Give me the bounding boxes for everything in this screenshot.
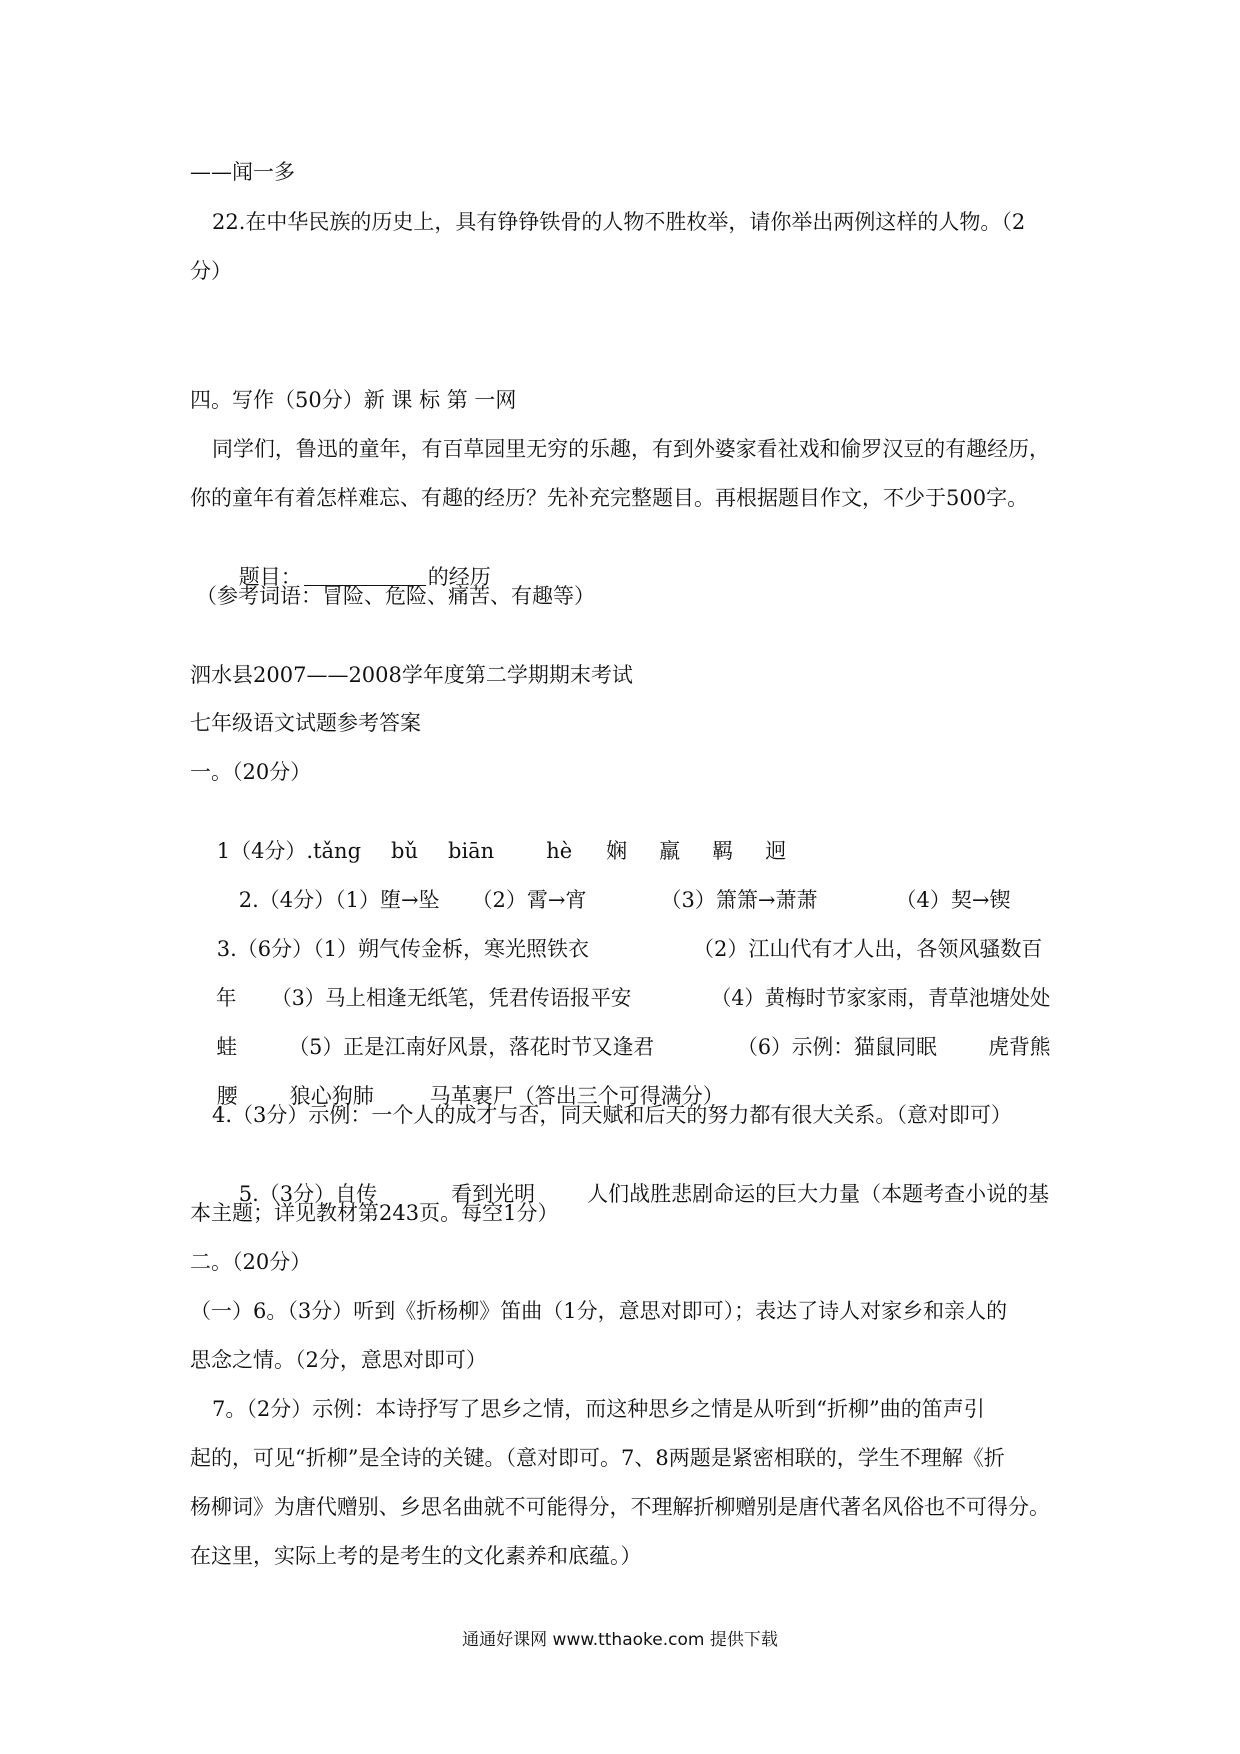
writing-prompt-line1: 同学们，鲁迅的童年，有百草园里无穷的乐趣，有到外婆家看社戏和偷罗汉豆的有趣经历， bbox=[212, 437, 1050, 461]
q5-part: 5.（3分）自传 bbox=[238, 1182, 378, 1206]
answer-q7-line1: 7。（2分）示例：本诗抒写了思乡之情，而这种思乡之情是从听到“折柳”曲的笛声引 bbox=[212, 1397, 985, 1421]
topic-suffix: 的经历 bbox=[427, 565, 491, 589]
answer-q6-line1: （一）6。（3分）听到《折杨柳》笛曲（1分，意思对即可）；表达了诗人对家乡和亲人的 bbox=[190, 1299, 1008, 1323]
section-2-title: 二。（20分） bbox=[190, 1250, 312, 1274]
writing-section-title: 四。写作（50分）新 课 标 第 一网 bbox=[190, 388, 517, 412]
q3-part: （3）马上相逢无纸笔，凭君传语报平安 bbox=[271, 986, 632, 1010]
q1-item: 羁 bbox=[712, 839, 734, 863]
q3-part: 年 bbox=[215, 986, 237, 1010]
q2-part: 2.（4分）（1）堕→坠 bbox=[238, 888, 440, 912]
writing-prompt-line2: 你的童年有着怎样难忘、有趣的经历？先补充完整题目。再根据题目作文，不少于500字。 bbox=[190, 486, 1029, 510]
q1-label: 1（4分）.tǎng bbox=[216, 839, 362, 863]
q3-part: 虎背熊 bbox=[988, 1035, 1051, 1059]
section-1-title: 一。（20分） bbox=[190, 760, 312, 784]
q3-part: （5）正是江南好风景，落花时节又逢君 bbox=[288, 1035, 655, 1059]
answer-q7-line4: 在这里，实际上考的是考生的文化素养和底蕴。） bbox=[190, 1544, 642, 1568]
q1-item: 羸 bbox=[659, 839, 681, 863]
q1-item: 迥 bbox=[765, 839, 787, 863]
q3-part: 马革裹尸（答出三个可得满分） bbox=[429, 1084, 724, 1108]
question-22-line2: 分） bbox=[190, 259, 232, 283]
school-line: 泗水县2007——2008学年度第二学期期末考试 bbox=[190, 663, 633, 687]
q3-part: 狼心狗肺 bbox=[289, 1084, 374, 1108]
q2-part: （3）箫箫→萧萧 bbox=[660, 888, 818, 912]
reference-words: （参考词语：冒险、危险、痛苦、有趣等） bbox=[196, 584, 595, 608]
q3-part: 腰 bbox=[216, 1084, 238, 1108]
q5-part: 看到光明 bbox=[451, 1182, 536, 1206]
q3-part: （4）黄梅时节家家雨，青草池塘处处 bbox=[710, 986, 1051, 1010]
q3-part: 3.（6分）（1）朔气传金柝，寒光照铁衣 bbox=[216, 937, 589, 961]
q3-part: （6）示例：猫鼠同眠 bbox=[737, 1035, 937, 1059]
q3-part: 蛙 bbox=[216, 1035, 238, 1059]
q1-item: 娴 bbox=[606, 839, 628, 863]
page-footer: 通通好课网 www.tthaoke.com 提供下载 bbox=[462, 1630, 778, 1650]
q1-item: biān bbox=[448, 839, 495, 863]
answer-q7-line2: 起的，可见“折柳”是全诗的关键。（意对即可。7、8两题是紧密相联的，学生不理解《折 bbox=[190, 1446, 1005, 1470]
q2-part: （4）契→锲 bbox=[895, 888, 1011, 912]
q1-item: hè bbox=[546, 839, 573, 863]
q3-part: （2）江山代有才人出，各领风骚数百 bbox=[692, 937, 1043, 961]
answer-q7-line3: 杨柳词》为唐代赠别、乡思名曲就不可能得分，不理解折柳赠别是唐代著名风俗也不可得分。 bbox=[190, 1495, 1050, 1519]
question-22-line1: 22.在中华民族的历史上，具有铮铮铁骨的人物不胜枚举，请你举出两例这样的人物。（2 bbox=[212, 210, 1026, 234]
q5-part: 人们战胜悲剧命运的巨大力量（本题考查小说的基 bbox=[587, 1182, 1050, 1206]
q1-item: bǔ bbox=[391, 839, 418, 863]
answer-title: 七年级语文试题参考答案 bbox=[190, 711, 421, 735]
answer-q6-line2: 思念之情。（2分，意思对即可） bbox=[190, 1348, 487, 1372]
topic-prefix: 题目： bbox=[238, 565, 302, 589]
answer-q5-line2: 本主题；详见教材第243页。每空1分） bbox=[190, 1201, 559, 1225]
author-line: ——闻一多 bbox=[190, 160, 295, 184]
answer-q4: 4.（3分）示例：一个人的成才与否，同天赋和后天的努力都有很大关系。（意对即可） bbox=[212, 1103, 1012, 1127]
q2-part: （2）霄→宵 bbox=[471, 888, 587, 912]
